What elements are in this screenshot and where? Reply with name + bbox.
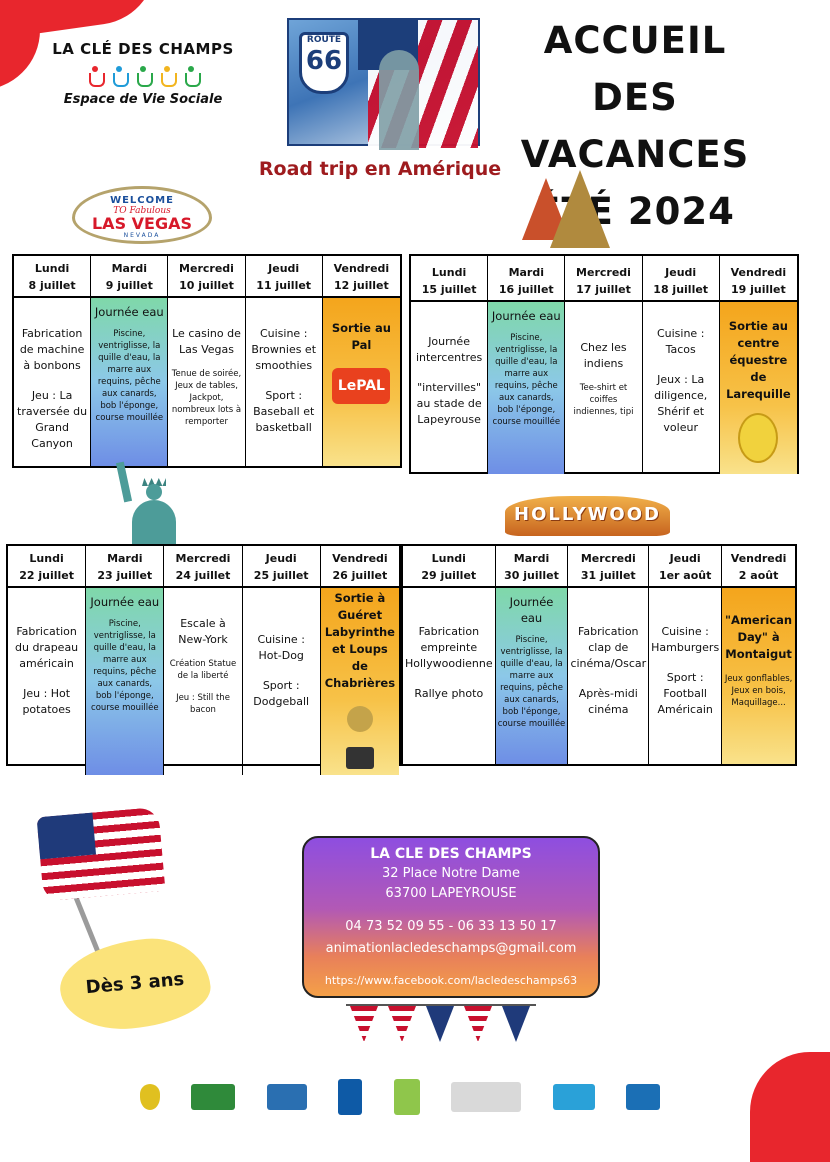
figure-icon — [86, 66, 104, 86]
activity-cell-outing: "American Day" à Montaigut Jeux gonflables, Jeux en bois, Maquillage... — [722, 588, 795, 764]
route66-shield-icon — [299, 32, 349, 94]
activity-cell: Escale à New-York Création Statue de la liberté Jeu : Still the bacon — [164, 588, 242, 775]
title-line-2: DES VACANCES — [520, 76, 750, 176]
day-header: Lundi 8 juillet — [14, 256, 91, 298]
logo-figures — [48, 66, 238, 86]
vegas-state: NEVADA — [123, 232, 161, 239]
statue-of-liberty-icon — [118, 462, 188, 546]
contact-address-2: 63700 LAPEYROUSE — [385, 886, 517, 901]
day-header: Jeudi 18 juillet — [643, 256, 720, 302]
partner-logo-icon — [394, 1079, 420, 1115]
las-vegas-sign-image — [72, 186, 212, 244]
teepee-icon — [550, 170, 610, 248]
day-header: Mardi 16 juillet — [488, 256, 565, 302]
figure-icon — [110, 66, 128, 86]
american-flag-icon — [37, 807, 166, 901]
statue-of-liberty-icon — [379, 50, 419, 150]
partner-logo-icon — [267, 1084, 307, 1110]
day-header: Mercredi 24 juillet — [164, 546, 242, 588]
route-shield-top: ROUTE — [306, 35, 342, 45]
activity-cell: Fabrication clap de cinéma/Oscar Après-midi cinéma — [568, 588, 649, 764]
day-header: Mardi 23 juillet — [86, 546, 164, 588]
hollywood-sign-image: HOLLYWOOD — [505, 496, 670, 536]
activity-cell: Le casino de Las Vegas Tenue de soirée, Jeux de tables, Jackpot, nombreux lots à remporter — [168, 298, 245, 466]
pennant-icon — [350, 1006, 378, 1042]
pennant-icon — [464, 1006, 492, 1042]
partner-logo-icon — [626, 1084, 660, 1110]
activity-cell: Cuisine : Hot-Dog Sport : Dodgeball — [243, 588, 321, 775]
week-table-2 — [409, 254, 799, 474]
route66-liberty-image — [287, 18, 480, 146]
week-table-3 — [6, 544, 401, 766]
activity-cell-outing: Sortie au centre équestre de Larequille — [720, 302, 797, 474]
partner-logo-icon — [338, 1079, 362, 1115]
pennant-icon — [388, 1006, 416, 1042]
activity-cell-outing: Sortie au Pal LePAL — [323, 298, 400, 466]
day-header: Jeudi 11 juillet — [246, 256, 323, 298]
day-header: Mercredi 17 juillet — [565, 256, 642, 302]
day-header: Vendredi 12 juillet — [323, 256, 400, 298]
page-subtitle: Road trip en Amérique — [258, 158, 502, 180]
contact-facebook-link[interactable]: https://www.facebook.com/lacledeschamps63 — [324, 974, 578, 987]
route-shield-number: 66 — [305, 46, 343, 76]
contact-email[interactable]: animationlacledeschamps@gmail.com — [325, 941, 577, 956]
day-header: Lundi 15 juillet — [411, 256, 488, 302]
logo-name: LA CLÉ DES CHAMPS — [52, 40, 234, 58]
vegas-name: LAS VEGAS — [91, 214, 193, 233]
activity-cell-water: Journée eau Piscine, ventriglisse, la quille d'eau, la marre aux requins, pêche aux canards, bob l'éponge, course mouillée — [488, 302, 565, 474]
day-header: Vendredi 19 juillet — [720, 256, 797, 302]
seahorse-logo-icon — [738, 413, 778, 463]
activity-cell: Fabrication du drapeau américain Jeu : Hot potatoes — [8, 588, 86, 775]
partner-logo-icon — [451, 1082, 521, 1112]
labyrinth-logo-icon — [347, 706, 373, 732]
partner-logos — [140, 1074, 660, 1120]
title-line-3: ÉTÉ 2024 — [535, 190, 735, 233]
figure-icon — [158, 66, 176, 86]
activity-cell: Fabrication empreinte Hollywoodienne Rallye photo — [403, 588, 496, 764]
day-header: Mercredi 10 juillet — [168, 256, 245, 298]
contact-address-1: 32 Place Notre Dame — [382, 866, 520, 881]
pennant-icon — [426, 1006, 454, 1042]
day-header: Lundi 22 juillet — [8, 546, 86, 588]
activity-cell: Journée intercentres "intervilles" au stade de Lapeyrouse — [411, 302, 488, 474]
contact-box — [302, 836, 600, 998]
figure-icon — [182, 66, 200, 86]
activity-cell: Fabrication de machine à bonbons Jeu : La traversée du Grand Canyon — [14, 298, 91, 466]
contact-phones: 04 73 52 09 55 - 06 33 13 50 17 — [345, 919, 557, 934]
activity-cell: Cuisine : Tacos Jeux : La diligence, Shérif et voleur — [643, 302, 720, 474]
activity-cell-outing: Sortie à Guéret Labyrinthe et Loups de Chabrières — [321, 588, 399, 775]
week-table-1 — [12, 254, 402, 468]
partner-logo-icon — [140, 1084, 160, 1110]
organization-logo — [48, 40, 238, 135]
day-header: Jeudi 25 juillet — [243, 546, 321, 588]
figure-icon — [134, 66, 152, 86]
chabrieres-logo-icon — [346, 747, 374, 769]
corner-decoration-top-left-2 — [0, 0, 40, 90]
logo-subtitle: Espace de Vie Sociale — [63, 92, 223, 107]
day-header: Jeudi 1er août — [649, 546, 722, 588]
partner-logo-icon — [191, 1084, 235, 1110]
activity-cell-water: Journée eau Piscine, ventriglisse, la quille d'eau, la marre aux requins, pêche aux canards, bob l'éponge, course mouillée — [496, 588, 569, 764]
week-table-4 — [401, 544, 797, 766]
le-pal-logo: LePAL — [332, 368, 390, 404]
age-badge: Dès 3 ans — [56, 934, 213, 1035]
bunting-decoration — [350, 1006, 530, 1048]
activity-cell: Cuisine : Brownies et smoothies Sport : Baseball et basketball — [246, 298, 323, 466]
corner-decoration-bottom-right — [750, 1052, 830, 1162]
activity-cell: Chez les indiens Tee-shirt et coiffes indiennes, tipi — [565, 302, 642, 474]
partner-logo-icon — [553, 1084, 595, 1110]
title-line-1: ACCUEIL — [543, 19, 727, 62]
activity-cell: Cuisine : Hamburgers Sport : Football Américain — [649, 588, 722, 764]
day-header: Mardi 30 juillet — [496, 546, 569, 588]
activity-cell-water: Journée eau Piscine, ventriglisse, la quille d'eau, la marre aux requins, pêche aux canards, bob l'éponge, course mouillée — [86, 588, 164, 775]
day-header: Mardi 9 juillet — [91, 256, 168, 298]
vegas-fabulous: TO Fabulous — [113, 206, 171, 216]
day-header: Vendredi 26 juillet — [321, 546, 399, 588]
pennant-icon — [502, 1006, 530, 1042]
activity-cell-water: Journée eau Piscine, ventriglisse, la quille d'eau, la marre aux requins, pêche aux canards, bob l'éponge, course mouillée — [91, 298, 168, 466]
day-header: Mercredi 31 juillet — [568, 546, 649, 588]
day-header: Lundi 29 juillet — [403, 546, 496, 588]
contact-name: LA CLE DES CHAMPS — [370, 846, 532, 862]
day-header: Vendredi 2 août — [722, 546, 795, 588]
vegas-welcome: WELCOME — [110, 195, 174, 206]
